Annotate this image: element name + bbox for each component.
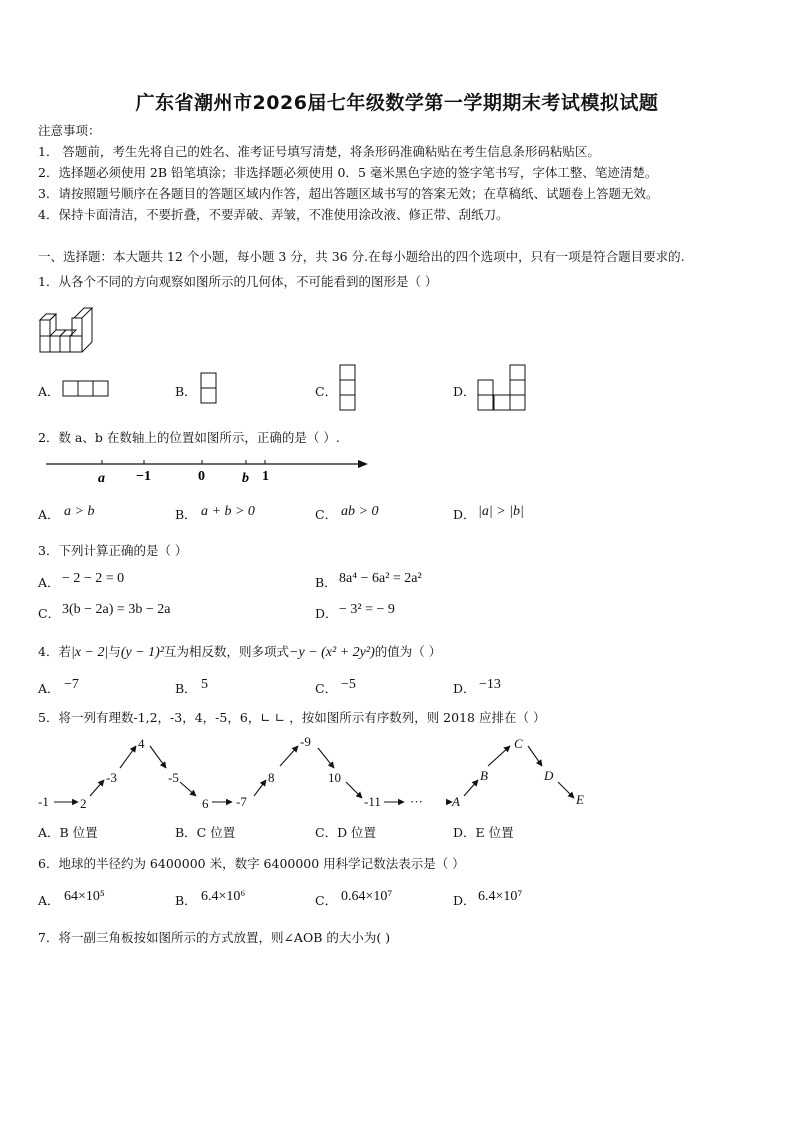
q2-option-a: a > b <box>64 504 95 519</box>
q3-option-c-label: C． <box>38 606 61 621</box>
q5-sequence-diagram <box>36 730 596 812</box>
q4-option-b-label: B． <box>175 681 197 696</box>
q4-option-d: −13 <box>479 677 501 692</box>
q5-option-a: A．B 位置 <box>38 825 98 840</box>
q2-option-d-label: D． <box>453 507 476 522</box>
q3-option-b-label: B． <box>315 575 337 590</box>
seq-term-1: -1 <box>38 794 49 809</box>
notice-item-3: 3．请按照题号顺序在各题目的答题区域内作答，超出答题区域书写的答案无效；在草稿纸、试题卷上答题无效。 <box>38 186 659 201</box>
q6-option-d-label: D． <box>453 893 476 908</box>
notice-item-1: 1． 答题前，考生先将自己的姓名、准考证号填写清楚，将条形码准确粘贴在考生信息条形码粘贴区。 <box>38 144 600 159</box>
q6-stem: 6．地球的半径约为 6400000 米，数字 6400000 用科学记数法表示是（ ） <box>38 856 465 871</box>
q1-option-c-figure <box>339 364 359 414</box>
q1-option-b-figure <box>200 372 220 406</box>
q2-option-b-label: B． <box>175 507 197 522</box>
q3-option-c: 3(b − 2a) = 3b − 2a <box>62 602 171 617</box>
q6-option-a: 64×10⁵ <box>64 889 105 904</box>
q4-expr-square: (y − 1)² <box>120 645 165 660</box>
section-heading: 一、选择题：本大题共 12 个小题，每小题 3 分，共 36 分.在每小题给出的四个选项中，只有一项是符合题目要求的. <box>38 249 685 264</box>
q2-stem: 2．数 a、b 在数轴上的位置如图所示，正确的是（ ）. <box>38 430 340 445</box>
q3-option-b: 8a⁴ − 6a² = 2a² <box>339 571 422 586</box>
seq-ellipsis: ··· <box>410 794 423 809</box>
q5-option-d: D．E 位置 <box>453 825 514 840</box>
q4-stem-part-c: 互为相反数，则多项式 <box>164 644 290 659</box>
q2-option-d: |a| > |b| <box>478 504 524 519</box>
q4-expr-abs: |x − 2| <box>70 645 109 660</box>
q1-solid-figure <box>38 300 96 354</box>
q1-option-b-label: B． <box>175 384 197 399</box>
q1-stem: 1．从各个不同的方向观察如图所示的几何体，不可能看到的图形是（ ） <box>38 274 438 289</box>
q2-option-c-label: C． <box>315 507 338 522</box>
seq-term-9: -9 <box>300 734 311 749</box>
q2-option-b: a + b > 0 <box>201 504 255 519</box>
axis-label-neg1: −1 <box>136 469 151 484</box>
seq-term-4: 4 <box>138 736 145 751</box>
seq-term-6: 6 <box>202 796 209 811</box>
q3-option-a: − 2 − 2 = 0 <box>62 571 125 586</box>
page-title: 广东省潮州市2026届七年级数学第一学期期末考试模拟试题 <box>135 92 659 114</box>
q1-option-d-figure <box>477 364 529 414</box>
q4-option-a: −7 <box>64 677 79 692</box>
q3-option-d-label: D． <box>315 606 338 621</box>
seq-term-10: 10 <box>328 770 341 785</box>
axis-label-b: b <box>242 471 249 486</box>
seq-term-7: -7 <box>236 794 247 809</box>
notice-item-2: 2．选择题必须使用 2B 铅笔填涂；非选择题必须使用 0．5 毫米黑色字迹的签字笔书写，字体工整、笔迹清楚。 <box>38 165 658 180</box>
seq-term-3: -3 <box>106 770 117 785</box>
q4-stem <box>38 642 441 661</box>
seq-term-2: 2 <box>80 796 87 811</box>
seq-term-8: 8 <box>268 770 275 785</box>
notice-heading: 注意事项： <box>38 123 101 138</box>
notice-item-4: 4．保持卡面清洁，不要折叠，不要弄破、弄皱，不准使用涂改液、修正带、刮纸刀。 <box>38 207 509 222</box>
q6-option-b-label: B． <box>175 893 197 908</box>
seq-term-5: -5 <box>168 770 179 785</box>
q6-option-c: 0.64×10⁷ <box>341 889 393 904</box>
axis-label-1: 1 <box>262 469 269 484</box>
seq-position-d: D <box>544 768 554 783</box>
q7-stem: 7．将一副三角板按如图所示的方式放置，则∠AOB 的大小为( ) <box>38 930 391 945</box>
q3-stem: 3．下列计算正确的是（ ） <box>38 543 188 558</box>
q4-stem-part-a: 4．若 <box>38 644 71 659</box>
q5-stem: 5．将一列有理数-1,2，-3，4，-5，6，∟ ∟ ，按如图所示有序数列，则 2018 应排在（ ） <box>38 710 546 725</box>
q4-option-b: 5 <box>201 677 208 692</box>
q1-option-c-label: C． <box>315 384 338 399</box>
q2-option-c: ab > 0 <box>341 504 379 519</box>
q4-option-c: −5 <box>341 677 356 692</box>
q4-stem-part-b: 与 <box>108 644 121 659</box>
q6-option-d: 6.4×10⁷ <box>478 889 523 904</box>
q6-option-c-label: C． <box>315 893 338 908</box>
q6-option-b: 6.4×10⁶ <box>201 889 246 904</box>
axis-label-a: a <box>98 471 105 486</box>
seq-term-11: -11 <box>364 794 381 809</box>
q1-option-d-label: D． <box>453 384 476 399</box>
axis-label-0: 0 <box>198 469 205 484</box>
q4-option-a-label: A． <box>38 681 60 696</box>
q4-option-c-label: C． <box>315 681 338 696</box>
q3-option-a-label: A． <box>38 575 60 590</box>
q4-stem-part-d: 的值为（ ） <box>374 644 442 659</box>
q5-option-b: B．C 位置 <box>175 825 236 840</box>
q1-option-a-figure <box>62 380 112 398</box>
q3-option-d: − 3² = − 9 <box>339 602 395 617</box>
q4-expr-poly: −y − (x² + 2y²) <box>289 645 375 660</box>
q5-option-c: C．D 位置 <box>315 825 377 840</box>
seq-position-c: C <box>514 736 523 751</box>
seq-position-b: B <box>480 768 488 783</box>
q6-option-a-label: A． <box>38 893 60 908</box>
seq-position-a: A <box>452 794 460 809</box>
q2-option-a-label: A． <box>38 507 60 522</box>
seq-position-e: E <box>576 792 584 807</box>
q2-number-line <box>44 452 374 486</box>
q4-option-d-label: D． <box>453 681 476 696</box>
q1-option-a-label: A． <box>38 384 60 399</box>
